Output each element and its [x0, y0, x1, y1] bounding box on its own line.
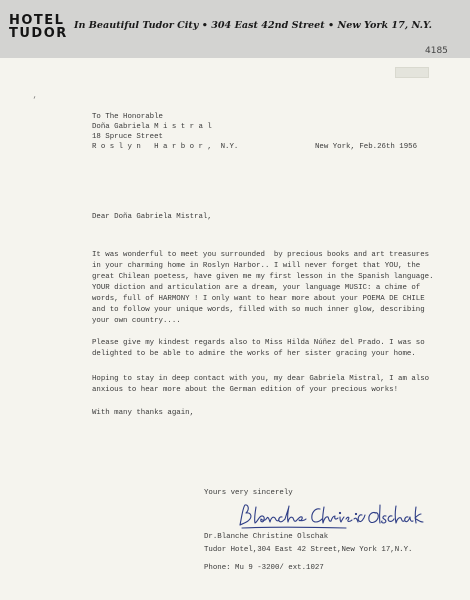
body-line: words, full of HARMONY ! I only want to hear more about your POEMA DE CHILE [92, 295, 425, 303]
body-line: delighted to be able to admire the works of her sister gracing your home. [92, 350, 416, 358]
recipient-line-2: Doña Gabriela M i s t r a l [92, 123, 212, 131]
body-line: and to follow your unique words, filled with so much inner glow, describing [92, 306, 425, 314]
closing: Yours very sincerely [204, 489, 293, 497]
body-line: great Chilean poetess, have given me my first lesson in the Spanish language. [92, 273, 434, 281]
body-line: With many thanks again, [92, 409, 195, 417]
svg-text:Blanche Christine Olschak: Blanche Christine Olschak [236, 501, 247, 502]
salutation: Dear Doña Gabriela Mistral, [92, 213, 212, 221]
archive-number: 4185 [425, 46, 448, 56]
body-line: YOUR diction and articulation are a dream, your language MUSIC: a chime of [92, 284, 421, 292]
sender-address: Tudor Hotel,304 East 42 Street,New York 17,N.Y. [204, 546, 413, 554]
logo-line-1: HOTEL [9, 13, 65, 28]
body-line: It was wonderful to meet you surrounded by precious books and art treasures [92, 251, 430, 259]
body-line: Hoping to stay in deep contact with you, my dear Gabriela Mistral, I am also [92, 375, 430, 383]
handwritten-signature [236, 501, 426, 531]
body-line: your own country.... [92, 317, 181, 325]
logo-line-2: TUDOR [9, 26, 68, 41]
letterhead [0, 0, 470, 58]
body-line: in your charming home in Roslyn Harbor.. I will never forget that YOU, the [92, 262, 421, 270]
recipient-line-1: To The Honorable [92, 113, 163, 121]
sender-name: Dr.Blanche Christine Olschak [204, 533, 329, 541]
body-line: Please give my kindest regards also to Miss Hilda Núñez del Prado. I was so [92, 339, 425, 347]
faded-stamp [395, 67, 429, 78]
sender-phone: Phone: Mu 9 -3200/ ext.1027 [204, 564, 324, 572]
hotel-logo [9, 14, 75, 40]
margin-mark: ‘ [32, 96, 37, 105]
recipient-line-3: 18 Spruce Street [92, 133, 163, 141]
letterhead-tagline: In Beautiful Tudor City • 304 East 42nd Street • New York 17, N.Y. [74, 20, 432, 31]
recipient-line-4: R o s l y n H a r b o r , N.Y. [92, 143, 239, 151]
body-line: anxious to hear more about the German edition of your precious works! [92, 386, 399, 394]
letter-date: New York, Feb.26th 1956 [315, 143, 418, 151]
